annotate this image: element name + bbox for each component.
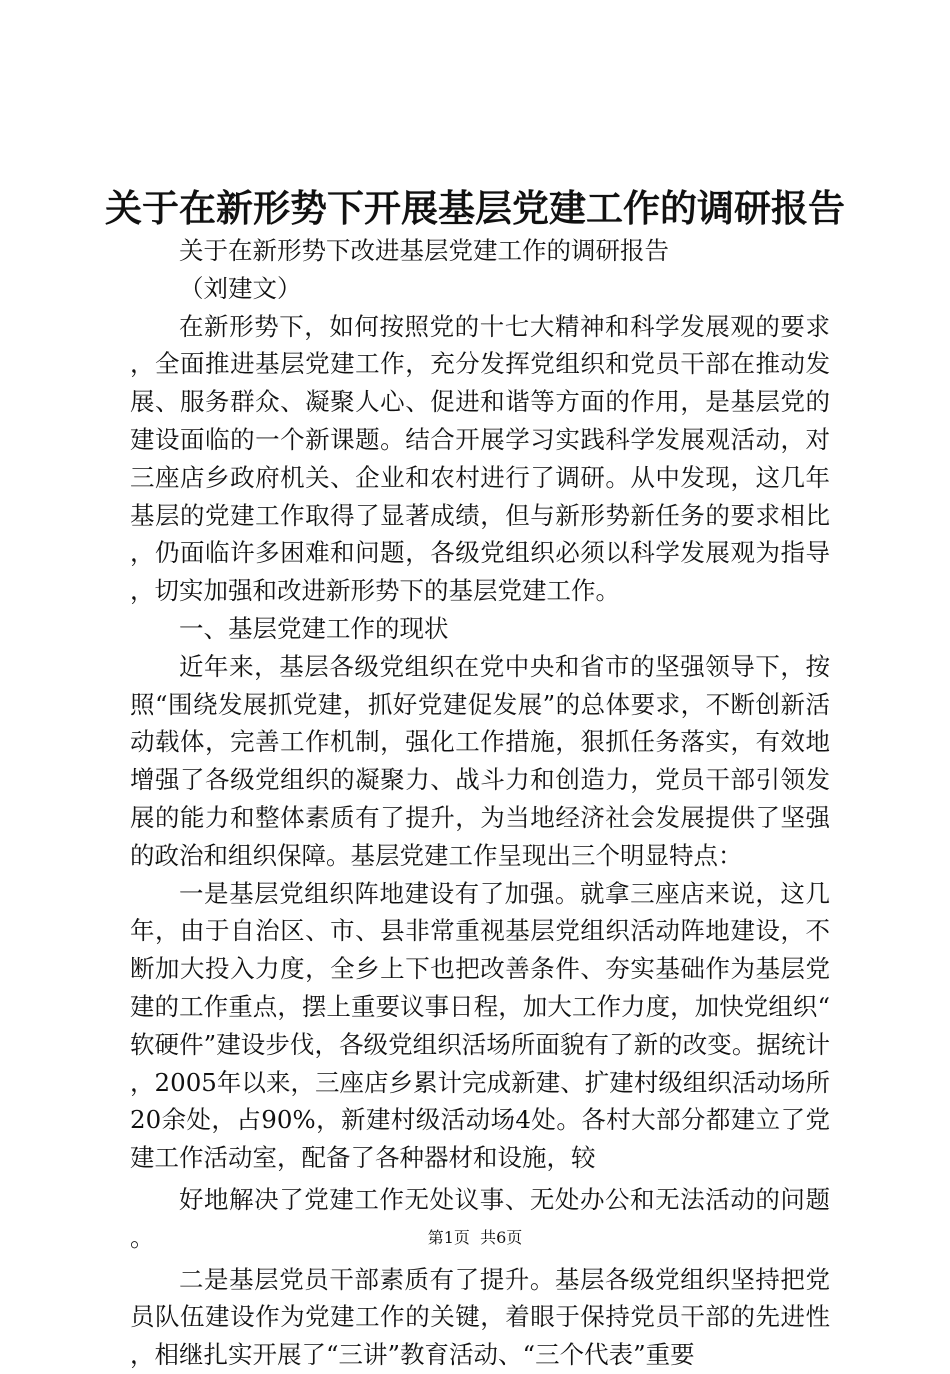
document-body bbox=[130, 232, 830, 1374]
point-two-paragraph: 二是基层党员干部素质有了提升。基层各级党组织坚持把党员队伍建设作为党建工作的关键，着眼于保持党员干部的先进性，相继扎实开展了“三讲”教育活动、“三个代表”重要 bbox=[130, 1264, 830, 1370]
document-title: 关于在新形势下开展基层党建工作的调研报告 bbox=[105, 186, 845, 230]
point-one-continuation: 好地解决了党建工作无处议事、无处办公和无法活动的问题。 bbox=[130, 1184, 830, 1252]
section-heading: 一、基层党建工作的现状 bbox=[179, 613, 449, 643]
subtitle-paragraph: 关于在新形势下改进基层党建工作的调研报告 bbox=[179, 236, 669, 265]
intro-paragraph: 在新形势下，如何按照党的十七大精神和科学发展观的要求，全面推进基层党建工作，充分发挥党组织和党员干部在推动发展、服务群众、凝聚人心、促进和谐等方面的作用，是基层党的建设面临的一个新课题。结合开展学习实践科学发展观活动，对三座店乡政府机关、企业和农村进行了调研。从中发现，这几年基层的党建工作取得了显著成绩，但与新形势新任务的要求相比，仍面临许多困难和问题，各级党组织必须以科学发展观为指导，切实加强和改进新形势下的基层党建工作。 bbox=[130, 311, 830, 606]
author-paragraph: （刘建文） bbox=[179, 273, 302, 303]
point-one-paragraph: 一是基层党组织阵地建设有了加强。就拿三座店来说，这几年，由于自治区、市、县非常重视基层党组织活动阵地建设，不断加大投入力度，全乡上下也把改善条件、夯实基础作为基层党建的工作重点，摆上重要议事日程，加大工作力度，加快党组织“软硬件”建设步伐，各级党组织活场所面貌有了新的改变。据统计，2005年以来，三座店乡累计完成新建、扩建村级组织活动场所20余处，占90%，新建村级活动场4处。各村大部分都建立了党建工作活动室，配备了各种器材和设施，较 bbox=[130, 878, 830, 1173]
status-paragraph: 近年来，基层各级党组织在党中央和省市的坚强领导下，按照“围绕发展抓党建，抓好党建促发展”的总体要求，不断创新活动载体，完善工作机制，强化工作措施，狠抓任务落实，有效地增强了各级党组织的凝聚力、战斗力和创造力，党员干部引领发展的能力和整体素质有了提升，为当地经济社会发展提供了坚强的政治和组织保障。基层党建工作呈现出三个明显特点： bbox=[130, 651, 830, 870]
page-footer: 第1页 共6页 bbox=[427, 1228, 523, 1247]
